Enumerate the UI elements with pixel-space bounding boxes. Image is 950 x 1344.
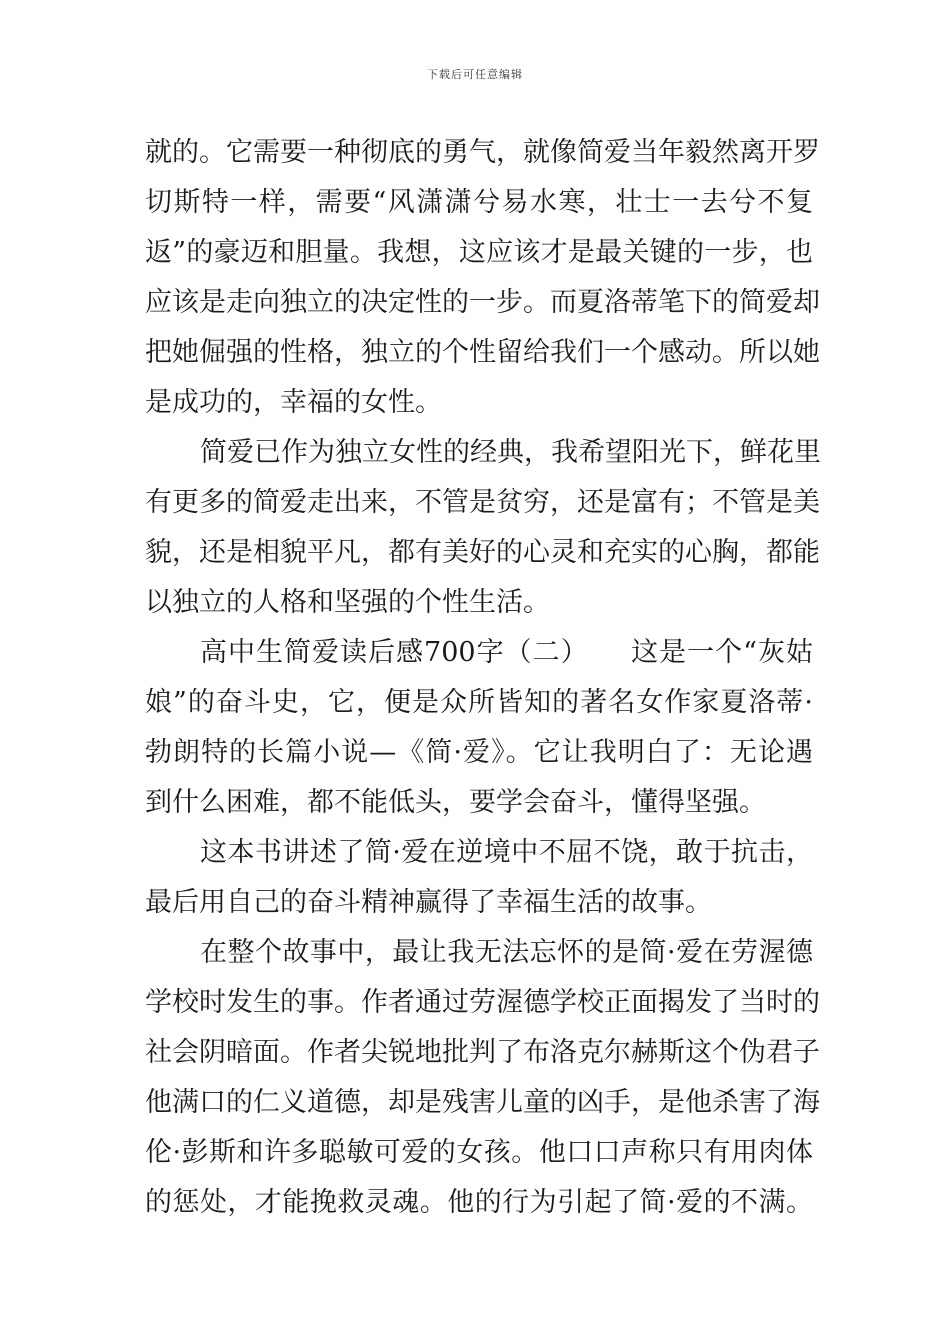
text-line: 切斯特一样，需要“风潇潇兮易水寒，壮士一去兮不复 — [145, 187, 813, 218]
text-line: 的惩处，才能挽救灵魂。他的行为引起了简·爱的不满。 — [145, 1187, 813, 1218]
text-line: 最后用自己的奋斗精神赢得了幸福生活的故事。 — [145, 887, 712, 918]
text-line: 这本书讲述了简·爱在逆境中不屈不饶，敢于抗击， — [200, 837, 813, 868]
text-line: 应该是走向独立的决定性的一步。而夏洛蒂笔下的简爱却 — [145, 287, 820, 318]
text-line: 高中生简爱读后感700字（二） 这是一个“灰姑 — [200, 637, 813, 668]
text-line: 他满口的仁义道德，却是残害儿童的凶手，是他杀害了海 — [145, 1087, 820, 1118]
header-note: 下载后可任意编辑 — [427, 68, 523, 81]
text-line: 以独立的人格和坚强的个性生活。 — [145, 587, 550, 618]
text-line: 娘”的奋斗史，它，便是众所皆知的著名女作家夏洛蒂· — [145, 687, 813, 718]
text-line: 简爱已作为独立女性的经典，我希望阳光下，鲜花里 — [200, 437, 821, 468]
text-line: 就的。它需要一种彻底的勇气，就像简爱当年毅然离开罗 — [145, 137, 820, 168]
text-line: 到什么困难，都不能低头，要学会奋斗，懂得坚强。 — [145, 787, 766, 818]
text-line: 是成功的，幸福的女性。 — [145, 387, 442, 418]
text-line: 返”的豪迈和胆量。我想，这应该才是最关键的一步，也 — [145, 237, 813, 268]
text-line: 貌，还是相貌平凡，都有美好的心灵和充实的心胸，都能 — [145, 537, 820, 568]
text-line: 社会阴暗面。作者尖锐地批判了布洛克尔赫斯这个伪君子 — [145, 1037, 820, 1068]
text-line: 伦·彭斯和许多聪敏可爱的女孩。他口口声称只有用肉体 — [145, 1137, 813, 1168]
text-line: 有更多的简爱走出来，不管是贫穷，还是富有；不管是美 — [145, 487, 820, 518]
text-line: 学校时发生的事。作者通过劳渥德学校正面揭发了当时的 — [145, 987, 820, 1018]
text-line: 在整个故事中，最让我无法忘怀的是简·爱在劳渥德 — [200, 937, 813, 968]
text-line: 勃朗特的长篇小说—《简·爱》。它让我明白了：无论遇 — [145, 737, 813, 768]
body-text — [145, 128, 821, 1228]
text-line: 把她倔强的性格，独立的个性留给我们一个感动。所以她 — [145, 337, 820, 368]
